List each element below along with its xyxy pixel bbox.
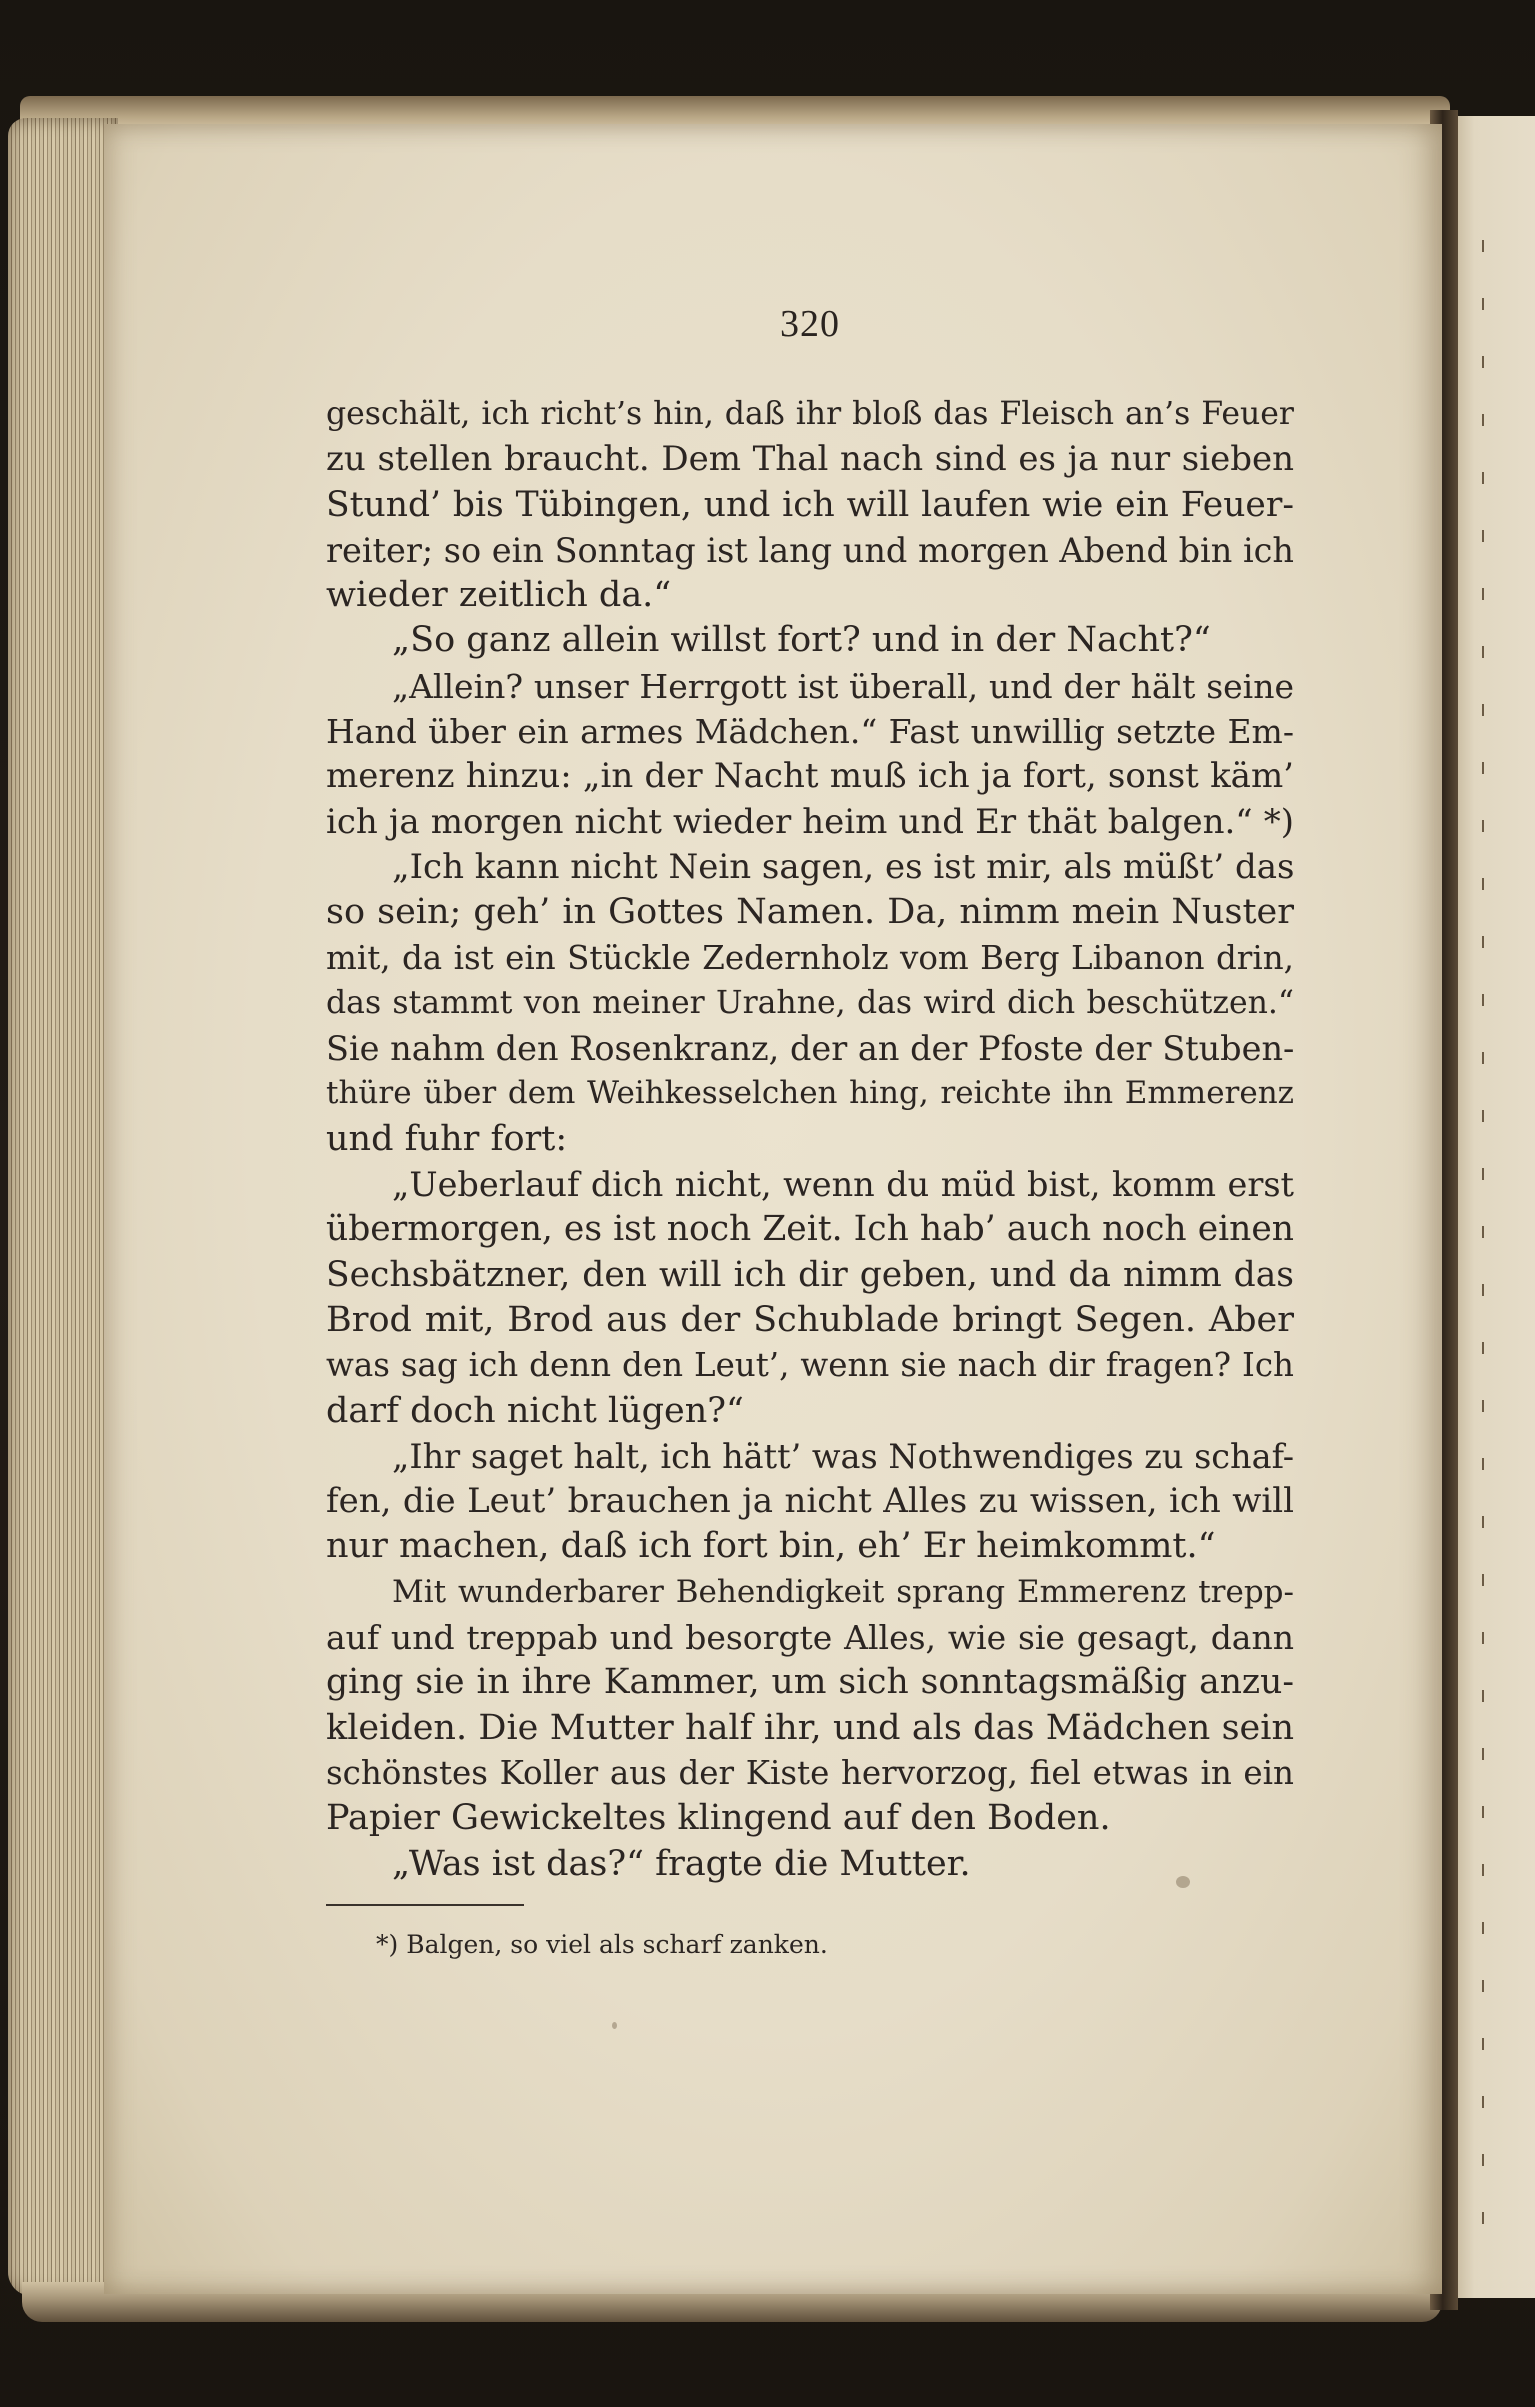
footnote: *) Balgen, so viel als scharf zanken. [376,1930,828,1959]
text-line: kleiden. Die Mutter half ihr, und als das Mädchen sein [326,1707,1294,1748]
facing-page-mark [1482,1980,1484,1992]
body-text [326,392,1294,1887]
text-line: „So ganz allein willst fort? und in der Nacht?“ [392,620,1211,661]
text-line: und fuhr fort: [326,1118,568,1159]
text-line: reiter; so ein Sonntag ist lang und morgen Abend bin ich [326,530,1294,570]
page-stack-left-edge [8,118,118,2296]
facing-page-mark [1482,298,1484,310]
facing-page-mark [1482,820,1484,832]
page-number: 320 [780,303,840,345]
facing-page-mark [1482,1284,1484,1296]
facing-page-mark [1482,1168,1484,1180]
text-line: mit, da ist ein Stückle Zedernholz vom Berg Libanon drin, [326,938,1294,977]
text-line: so sein; geh’ in Gottes Namen. Da, nimm mein Nuster [326,892,1294,933]
facing-page-mark [1482,646,1484,658]
facing-page-mark [1482,240,1484,252]
facing-page-mark [1482,2212,1484,2224]
facing-page-mark [1482,1574,1484,1586]
text-line: „Ich kann nicht Nein sagen, es ist mir, als müßt’ das [392,846,1295,887]
text-line: darf doch nicht lügen?“ [326,1390,744,1431]
facing-page-mark [1482,1226,1484,1238]
facing-page-mark [1482,936,1484,948]
text-line: wieder zeitlich da.“ [326,575,672,616]
facing-page-mark [1482,2038,1484,2050]
text-line: geschält, ich richt’s hin, daß ihr bloß das Fleisch an’s Feuer [326,396,1294,432]
text-line: Mit wunderbarer Behendigkeit sprang Emmerenz trepp- [392,1573,1294,1610]
text-line: Sie nahm den Rosenkranz, der an der Pfoste der Stuben- [326,1029,1295,1069]
footnote-rule [326,1904,524,1906]
text-line: was sag ich denn den Leut’, wenn sie nach dir fragen? Ich [326,1346,1294,1385]
facing-page-mark [1482,1748,1484,1760]
facing-page-mark [1482,414,1484,426]
facing-page-mark [1482,1690,1484,1702]
facing-page-mark [1482,2154,1484,2166]
facing-page-mark [1482,1052,1484,1064]
text-line: „Ihr saget halt, ich hätt’ was Nothwendiges zu schaf- [392,1436,1295,1476]
text-line: „Ueberlauf dich nicht, wenn du müd bist, komm erst [392,1165,1294,1205]
text-line: schönstes Koller aus der Kiste hervorzog, fiel etwas in ein [326,1753,1294,1792]
facing-page-mark [1482,1806,1484,1818]
text-line: das stammt von meiner Urahne, das wird dich beschützen.“ [326,984,1294,1021]
text-line: nur machen, daß ich fort bin, eh’ Er heimkommt.“ [326,1526,1216,1567]
text-line: „Allein? unser Herrgott ist überall, und der hält seine [392,666,1294,706]
text-line: thüre über dem Weihkesselchen hing, reichte ihn Emmerenz [326,1075,1294,1112]
text-line: merenz hinzu: „in der Nacht muß ich ja fort, sonst käm’ [326,756,1294,797]
text-line: Papier Gewickeltes klingend auf den Boden. [326,1798,1111,1839]
text-line: auf und treppab und besorgte Alles, wie sie gesagt, dann [326,1618,1294,1658]
facing-page-mark [1482,1458,1484,1470]
facing-page-mark [1482,530,1484,542]
facing-page-mark [1482,1516,1484,1528]
text-line: zu stellen braucht. Dem Thal nach sind es ja nur sieben [326,439,1294,480]
facing-page-mark [1482,704,1484,716]
text-line: ich ja morgen nicht wieder heim und Er thät balgen.“ *) [326,801,1294,842]
facing-page-mark [1482,472,1484,484]
text-line: Sechsbätzner, den will ich dir geben, und da nimm das [326,1254,1294,1295]
text-line: „Was ist das?“ fragte die Mutter. [392,1843,971,1884]
facing-page-mark [1482,1864,1484,1876]
page-smudge [612,2022,617,2029]
facing-page-mark [1482,994,1484,1006]
facing-page-mark [1482,1632,1484,1644]
text-line: ging sie in ihre Kammer, um sich sonntagsmäßig anzu- [326,1662,1294,1703]
facing-page-mark [1482,588,1484,600]
facing-page-mark [1482,1342,1484,1354]
facing-page-mark [1482,356,1484,368]
facing-page-mark [1482,1400,1484,1412]
facing-page-mark [1482,878,1484,890]
text-line: Brod mit, Brod aus der Schublade bringt Segen. Aber [326,1299,1294,1340]
facing-page-mark [1482,1922,1484,1934]
facing-page-mark [1482,2096,1484,2108]
facing-page-mark [1482,1110,1484,1122]
facing-page-mark [1482,762,1484,774]
text-line: fen, die Leut’ brauchen ja nicht Alles zu wissen, ich will [326,1481,1294,1522]
text-line: Stund’ bis Tübingen, und ich will laufen wie ein Feuer- [326,484,1294,525]
text-line: Hand über ein armes Mädchen.“ Fast unwillig setzte Em- [326,712,1294,752]
text-line: übermorgen, es ist noch Zeit. Ich hab’ auch noch einen [326,1209,1294,1250]
